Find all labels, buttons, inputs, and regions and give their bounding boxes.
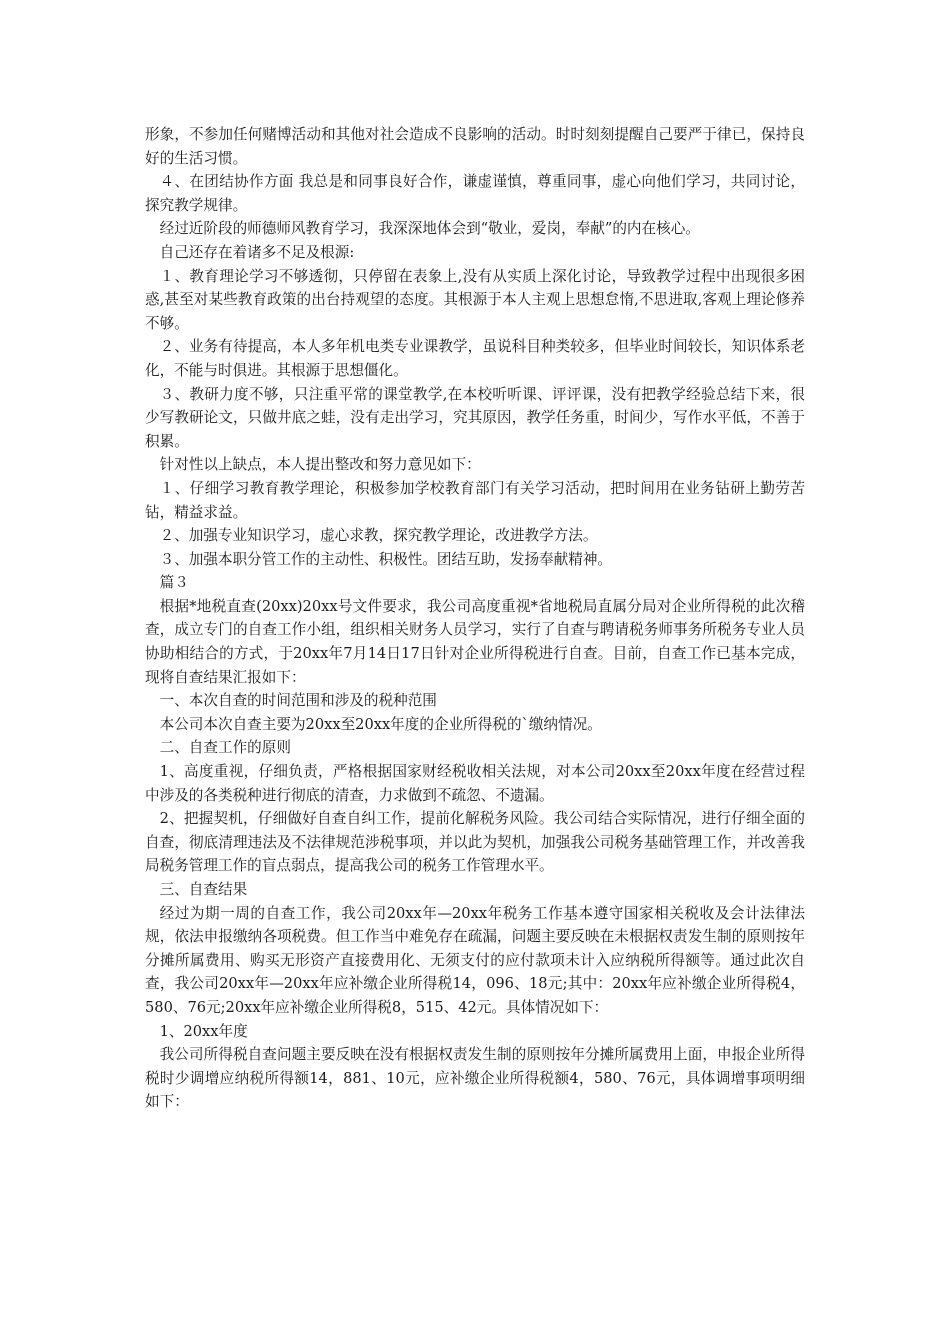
paragraph: 我公司所得税自查问题主要反映在没有根据权责发生制的原则按年分摊所属费用上面，申报企业所得税时少调增应纳税所得额14，881、10元，应补缴企业所得税额4，580、76元，具体调增事项明细如下： (145, 1046, 805, 1111)
paragraph: ２、加强专业知识学习，虚心求教，探究教学理论，改进教学方法。 (159, 527, 598, 545)
paragraph: 1、高度重视，仔细负责，严格根据国家财经税收相关法规，对本公司20xx至20xx年度在经营过程中涉及的各类税种进行彻底的清查，力求做到不疏忽、不遗漏。 (145, 763, 805, 804)
paragraph: １、教育理论学习不够透彻，只停留在表象上,没有从实质上深化讨论，导致教学过程中出现很多困惑,甚至对某些教育政策的出台持观望的态度。其根源于本人主观上思想怠惰,不思进取,客观上理论修养不够。 (145, 267, 805, 332)
paragraph: 形象，不参加任何赌博活动和其他对社会造成不良影响的活动。时时刻刻提醒自己要严于律已，保持良好的生活习惯。 (145, 126, 805, 167)
paragraph: ４、在团结协作方面 我总是和同事良好合作，谦虚谨慎，尊重同事，虚心向他们学习，共同讨论，探究教学规律。 (145, 173, 805, 214)
section-heading: 1、20xx年度 (159, 1022, 248, 1040)
paragraph: ３、教研力度不够，只注重平常的课堂教学,在本校听听课、评评课，没有把教学经验总结下来，很少写教研论文，只做井底之蛙，没有走出学习，究其原因，教学任务重，时间少，写作水平低，不善于积累。 (145, 385, 805, 450)
paragraph: 经过近阶段的师德师风教育学习，我深深地体会到“敬业，爱岗，奉献”的内在核心。 (159, 220, 700, 238)
paragraph: 根据*地税直查(20xx)20xx号文件要求，我公司高度重视*省地税局直属分局对企业所得税的此次稽查，成立专门的自查工作小组，组织相关财务人员学习，实行了自查与聘请税务师事务所税务专业人员协助相结合的方式，于20xx年7月14日17日针对企业所得税进行自查。目前，自查工作已基本完成，现将自查结果汇报如下： (145, 597, 805, 686)
paragraph: １、仔细学习教育教学理论，积极参加学校教育部门有关学习活动，把时间用在业务钻研上勤劳苦钻，精益求益。 (145, 479, 805, 521)
section-heading: 三、自查结果 (159, 881, 248, 898)
paragraph: 2、把握契机，仔细做好自查自纠工作，提前化解税务风险。我公司结合实际情况，进行仔细全面的自查，彻底清理违法及不法律规范涉税事项，并以此为契机，加强我公司税务基础管理工作，并改善我局税务管理工作的盲点弱点，提高我公司的税务工作管理水平。 (145, 810, 805, 875)
paragraph: 针对性以上缺点，本人提出整改和努力意见如下： (159, 456, 481, 474)
section-heading: 一、本次自查的时间范围和涉及的税种范围 (159, 692, 437, 710)
section-heading: 二、自查工作的原则 (159, 739, 291, 757)
paragraph: ２、业务有待提高，本人多年机电类专业课教学，虽说科目种类较多，但毕业时间较长，知识体系老化，不能与时俱进。其根源于思想僵化。 (145, 338, 805, 379)
paragraph: 自己还存在着诸多不足及根源: (159, 243, 355, 261)
paragraph: 本公司本次自查主要为20xx至20xx年度的企业所得税的`缴纳情况。 (159, 715, 602, 733)
paragraph: ３、加强本职分管工作的主动性、积极性。团结互助，发扬奉献精神。 (159, 550, 613, 568)
document-body (145, 123, 805, 1114)
paragraph: 经过为期一周的自查工作，我公司20xx年—20xx年税务工作基本遵守国家相关税收及会计法律法规，依法申报缴纳各项税费。但工作当中难免存在疏漏，问题主要反映在未根据权责发生制的原则按年分摊所属费用、购买无形资产直接费用化、无须支付的应付款项未计入应纳税所得额等。通过此次自查，我公司20xx年—20xx年应补缴企业所得税14，096、18元;其中：20xx年应补缴企业所得税4，580、76元;20xx年应补缴企业所得税8，515、42元。具体情况如下： (145, 904, 805, 1016)
section-heading: 篇３ (159, 574, 189, 592)
